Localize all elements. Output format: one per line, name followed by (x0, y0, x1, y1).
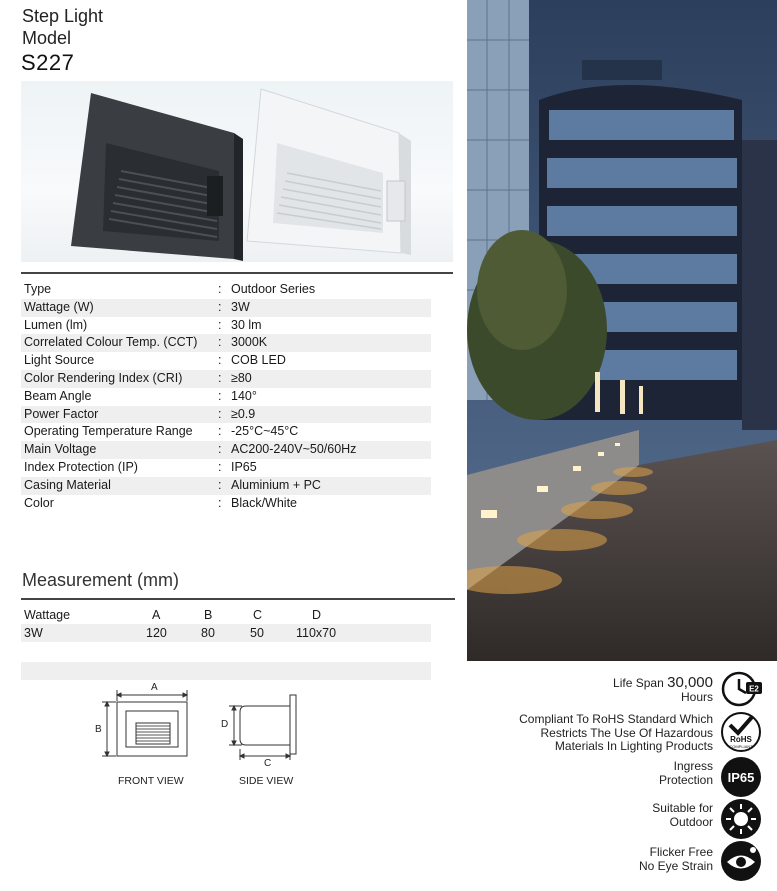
measurement-table (21, 606, 431, 642)
ip65-icon-text: IP65 (727, 770, 755, 785)
lifespan-text (613, 676, 713, 704)
front-view-label: FRONT VIEW (118, 775, 184, 787)
model-label: Model (22, 28, 72, 48)
measurement-header-row (21, 606, 431, 624)
flicker-line: Flicker Free (649, 845, 713, 859)
model-code: S227 (21, 50, 75, 75)
rohs-icon (720, 711, 762, 753)
product-illustration (21, 81, 453, 262)
spec-value: IP65 (231, 459, 257, 474)
sun-icon (720, 798, 762, 840)
rohs-line: Materials In Lighting Products (554, 739, 713, 753)
rohs-icon-subtext: COMPLIANT (729, 744, 753, 749)
black-unit-clip (207, 176, 223, 216)
dim-d-label: D (221, 719, 229, 730)
spec-top-rule (21, 272, 453, 274)
spec-colon: : (218, 477, 222, 492)
spec-value: 30 lm (231, 317, 262, 332)
flicker-text (639, 846, 713, 873)
black-unit-side (234, 133, 243, 261)
spec-value: 3000K (231, 335, 268, 350)
spec-table (21, 281, 431, 512)
spec-colon: : (218, 317, 222, 332)
product-photo (21, 81, 453, 262)
spec-key: Index Protection (IP) (24, 459, 138, 474)
side-view-label: SIDE VIEW (239, 775, 294, 787)
spec-row (21, 281, 431, 299)
spec-value: 3W (231, 299, 250, 314)
clock-icon (720, 668, 762, 710)
spec-colon: : (218, 406, 222, 421)
application-illustration (467, 0, 777, 661)
spec-row (21, 477, 431, 495)
spec-colon: : (218, 495, 222, 510)
lifespan-prefix: Life Span (613, 676, 664, 690)
spec-colon: : (218, 353, 222, 368)
measurement-cell: 50 (250, 626, 264, 640)
ingress-line: Ingress (673, 759, 713, 773)
rohs-icon-text: RoHS (730, 735, 752, 744)
spec-row (21, 423, 431, 441)
spec-key: Wattage (W) (24, 299, 94, 314)
application-photo (467, 0, 777, 661)
spec-value: ≥0.9 (231, 406, 256, 421)
ip65-icon (720, 756, 762, 798)
spec-key: Power Factor (24, 406, 99, 421)
spec-key: Beam Angle (24, 388, 92, 403)
spec-key: Type (24, 282, 52, 296)
spec-key: Main Voltage (24, 442, 97, 457)
spec-key: Lumen (lm) (24, 317, 88, 332)
spec-row (21, 352, 431, 370)
spec-row (21, 388, 431, 406)
spec-row (21, 406, 431, 424)
spec-colon: : (218, 442, 222, 457)
white-unit-clip (387, 181, 405, 221)
side-flange (290, 695, 296, 754)
spec-value: Outdoor Series (231, 282, 316, 296)
outdoor-line: Suitable for (652, 801, 713, 815)
spec-row (21, 299, 431, 317)
measurement-cell: 3W (24, 626, 43, 640)
spec-colon: : (218, 424, 222, 439)
spec-colon: : (218, 282, 222, 296)
measurement-header: A (152, 608, 161, 622)
spec-row (21, 495, 431, 513)
outdoor-text (652, 802, 713, 829)
spec-colon: : (218, 299, 222, 314)
product-category: Step Light (22, 6, 104, 26)
ingress-text (659, 760, 713, 787)
spec-value: ≥80 (231, 370, 252, 385)
clock-icon-badge: E2 (749, 684, 759, 694)
measurement-cell: 80 (201, 626, 215, 640)
spec-row (21, 317, 431, 335)
spec-row (21, 334, 431, 352)
spec-value: AC200-240V~50/60Hz (231, 442, 357, 457)
dimension-diagram (80, 683, 320, 768)
spec-value: -25°C~45°C (231, 424, 299, 439)
spec-key: Operating Temperature Range (24, 424, 193, 439)
spec-value: 140° (231, 388, 257, 403)
measurement-header: Wattage (24, 608, 71, 622)
spec-key: Correlated Colour Temp. (CCT) (24, 335, 198, 350)
rohs-line: Compliant To RoHS Standard Which (519, 712, 713, 726)
spec-colon: : (218, 459, 222, 474)
spec-row (21, 459, 431, 477)
spec-value: Black/White (231, 495, 297, 510)
spec-row (21, 370, 431, 388)
ingress-line: Protection (658, 772, 713, 787)
measurement-cell: 120 (146, 626, 167, 640)
spec-value: Aluminium + PC (231, 477, 321, 492)
dim-c-label: C (264, 758, 272, 769)
spec-key: Color (24, 495, 54, 510)
spec-key: Light Source (24, 353, 95, 368)
spec-key: Color Rendering Index (CRI) (24, 370, 183, 385)
rohs-line: Restricts The Use Of Hazardous (540, 725, 713, 740)
measurement-value-row (21, 624, 431, 642)
measurement-header: D (312, 608, 322, 622)
spec-colon: : (218, 335, 222, 350)
spec-value: COB LED (231, 353, 286, 368)
rohs-text (519, 713, 713, 754)
dim-b-label: B (95, 724, 102, 735)
spec-colon: : (218, 370, 222, 385)
lifespan-value: 30,000 (667, 674, 713, 691)
lifespan-unit: Hours (680, 689, 713, 704)
measurement-cell: 110x70 (296, 626, 337, 640)
spec-row (21, 441, 431, 459)
measurement-header: B (204, 608, 213, 622)
outdoor-line: Outdoor (669, 814, 713, 829)
measurement-rule (21, 598, 455, 600)
eye-icon (720, 840, 762, 882)
side-body (240, 706, 290, 745)
measurement-empty-row (21, 662, 431, 680)
flicker-line: No Eye Strain (638, 858, 713, 873)
measurement-header: C (253, 608, 263, 622)
spec-colon: : (218, 388, 222, 403)
front-louvers (136, 726, 170, 741)
dim-a-label: A (151, 682, 158, 693)
measurement-title: Measurement (mm) (22, 570, 180, 590)
spec-key: Casing Material (24, 477, 111, 492)
